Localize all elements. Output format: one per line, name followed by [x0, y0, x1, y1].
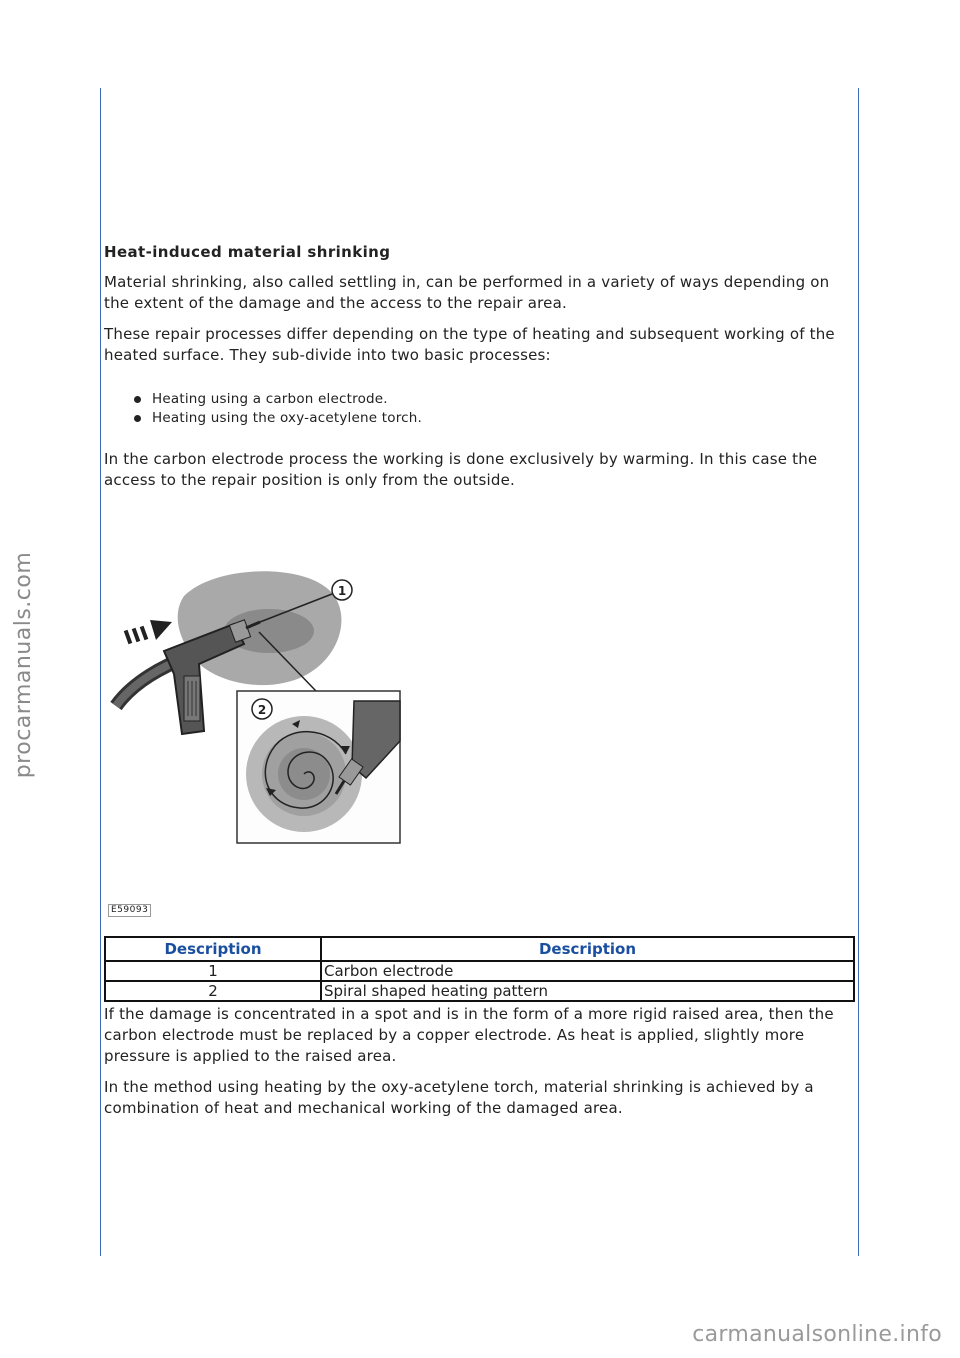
paragraph-4-text: If the damage is concentrated in a spot and is in the form of a more rigid raised area, then the carbon electrode must be replaced by a copper electrode. As heat is applied, slightly more pressure is applied to the raised area. [104, 1005, 834, 1065]
paragraph-1 [104, 272, 856, 314]
paragraph-5-text: In the method using heating by the oxy-acetylene torch, material shrinking is achieved by a combination of heat and mechanical working of the damaged area. [104, 1078, 814, 1117]
callout-1-label: 1 [337, 584, 347, 598]
side-watermark: procarmanuals.com [11, 551, 36, 779]
list-item [130, 409, 422, 428]
list-item [130, 390, 422, 409]
table-cell-description: Carbon electrode [321, 961, 854, 981]
carbon-electrode-illustration [104, 556, 424, 896]
bullet-icon [134, 396, 141, 403]
list-item-text: Heating using a carbon electrode. [152, 391, 388, 407]
table-cell-number: 1 [105, 961, 321, 981]
table-header-cell: Description [105, 937, 321, 961]
process-list [130, 390, 422, 428]
motion-arrow-icon [124, 620, 172, 644]
table-header-row [105, 937, 854, 961]
paragraph-3 [104, 449, 856, 491]
left-margin-rule [100, 88, 101, 1256]
description-table [104, 936, 855, 1002]
bullet-icon [134, 415, 141, 422]
section-heading: Heat-induced material shrinking [104, 243, 391, 261]
table-row [105, 981, 854, 1001]
paragraph-1-text: Material shrinking, also called settling in, can be performed in a variety of ways depending on the extent of the damage and the access to the repair area. [104, 273, 830, 312]
paragraph-2 [104, 324, 856, 366]
list-item-text: Heating using the oxy-acetylene torch. [152, 410, 423, 426]
right-margin-rule [858, 88, 859, 1256]
paragraph-3-text: In the carbon electrode process the working is done exclusively by warming. In this case the access to the repair position is only from the outside. [104, 450, 818, 489]
table-header-cell: Description [321, 937, 854, 961]
paragraph-2-text: These repair processes differ depending on the type of heating and subsequent working of the heated surface. They sub-divide into two basic processes: [104, 325, 835, 364]
table-cell-description: Spiral shaped heating pattern [321, 981, 854, 1001]
footer-watermark: carmanualsonline.info [692, 1322, 942, 1347]
paragraph-4 [104, 1004, 856, 1067]
table-row [105, 961, 854, 981]
figure-code: E59093 [108, 904, 151, 917]
paragraph-5 [104, 1077, 856, 1119]
table-cell-number: 2 [105, 981, 321, 1001]
callout-2-label: 2 [257, 703, 267, 717]
